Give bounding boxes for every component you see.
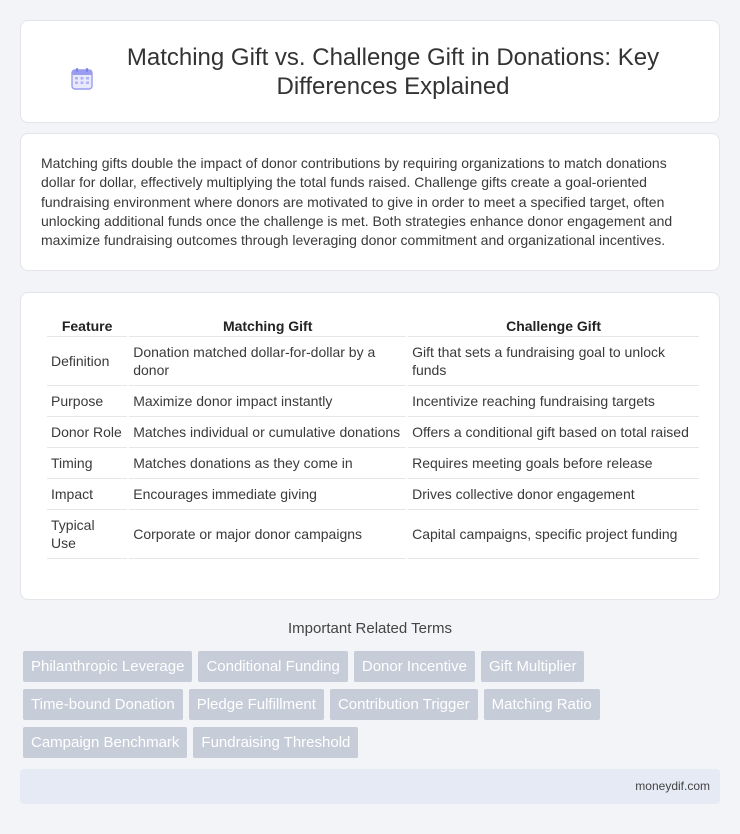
table-header-row xyxy=(47,315,699,337)
table-row xyxy=(47,510,699,559)
related-term-tag[interactable]: Matching Ratio xyxy=(484,689,600,720)
table-row xyxy=(47,337,699,386)
related-term-tag[interactable]: Conditional Funding xyxy=(198,651,347,682)
column-header-matching-gift: Matching Gift xyxy=(129,315,406,337)
intro-card xyxy=(20,133,720,271)
related-term-tag[interactable]: Time-bound Donation xyxy=(23,689,183,720)
table-row xyxy=(47,417,699,448)
table-row xyxy=(47,479,699,510)
challenge-gift-cell: Capital campaigns, specific project funding xyxy=(408,510,699,559)
comparison-table xyxy=(45,315,701,559)
matching-gift-cell: Maximize donor impact instantly xyxy=(129,386,406,417)
related-term-tag[interactable]: Pledge Fulfillment xyxy=(189,689,324,720)
footer-site-link[interactable]: moneydif.com xyxy=(635,779,710,793)
title-wrap xyxy=(70,43,670,101)
column-header-challenge-gift: Challenge Gift xyxy=(408,315,699,337)
feature-cell: Typical Use xyxy=(47,510,127,559)
title-card xyxy=(20,20,720,123)
calendar-icon xyxy=(70,67,94,91)
footer xyxy=(20,769,720,804)
matching-gift-cell: Matches donations as they come in xyxy=(129,448,406,479)
related-terms-heading: Important Related Terms xyxy=(288,620,452,637)
feature-cell: Definition xyxy=(47,337,127,386)
comparison-table-card xyxy=(20,292,720,600)
feature-cell: Donor Role xyxy=(47,417,127,448)
related-term-tag[interactable]: Fundraising Threshold xyxy=(193,727,358,758)
feature-cell: Timing xyxy=(47,448,127,479)
matching-gift-cell: Matches individual or cumulative donations xyxy=(129,417,406,448)
related-terms-list xyxy=(23,651,723,758)
related-term-tag[interactable]: Contribution Trigger xyxy=(330,689,478,720)
related-term-tag[interactable]: Gift Multiplier xyxy=(481,651,585,682)
related-term-tag[interactable]: Donor Incentive xyxy=(354,651,475,682)
challenge-gift-cell: Requires meeting goals before release xyxy=(408,448,699,479)
column-header-feature: Feature xyxy=(47,315,127,337)
challenge-gift-cell: Offers a conditional gift based on total raised xyxy=(408,417,699,448)
feature-cell: Purpose xyxy=(47,386,127,417)
table-row xyxy=(47,386,699,417)
challenge-gift-cell: Incentivize reaching fundraising targets xyxy=(408,386,699,417)
matching-gift-cell: Encourages immediate giving xyxy=(129,479,406,510)
matching-gift-cell: Donation matched dollar-for-dollar by a donor xyxy=(129,337,406,386)
feature-cell: Impact xyxy=(47,479,127,510)
related-term-tag[interactable]: Philanthropic Leverage xyxy=(23,651,192,682)
matching-gift-cell: Corporate or major donor campaigns xyxy=(129,510,406,559)
page-title: Matching Gift vs. Challenge Gift in Donations: Key Differences Explained xyxy=(126,43,660,100)
challenge-gift-cell: Gift that sets a fundraising goal to unlock funds xyxy=(408,337,699,386)
related-term-tag[interactable]: Campaign Benchmark xyxy=(23,727,187,758)
intro-paragraph: Matching gifts double the impact of donor contributions by requiring organizations to match donations dollar for dollar, effectively multiplying the total funds raised. Challenge gifts create a goal-oriented fundraising environment where donors are motivated to give in order to meet a specified target, often unlocking additional funds once the challenge is met. Both strategies enhance donor engagement and maximize fundraising outcomes through leveraging donor commitment and organizational incentives. xyxy=(41,155,673,249)
challenge-gift-cell: Drives collective donor engagement xyxy=(408,479,699,510)
table-row xyxy=(47,448,699,479)
